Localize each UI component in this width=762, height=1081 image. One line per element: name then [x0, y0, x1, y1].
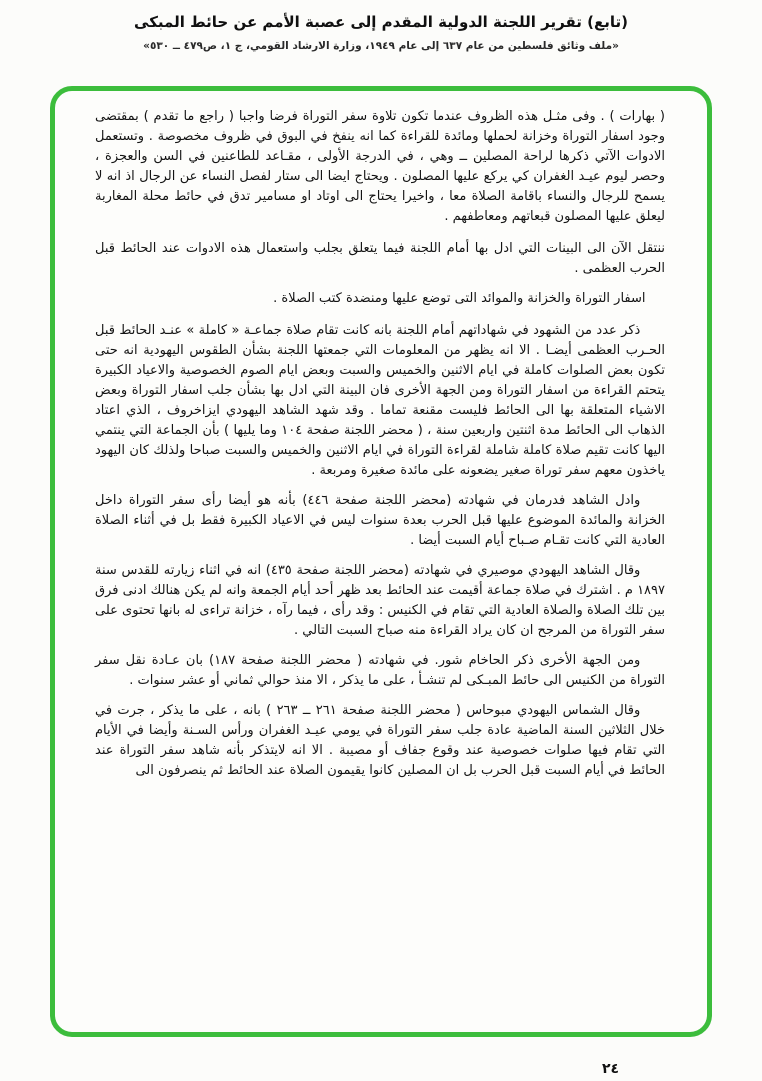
- paragraph-7: ومن الجهة الأخرى ذكر الحاخام شور. في شهادته ( محضر اللجنة صفحة ١٨٧) بان عـادة نقل سفر التوراة من الكنيس الى حائط المبـكى لم تنشـأ ، على ما يذكر ، الا منذ حوالي ثماني أو عشر سنوات .: [95, 653, 665, 688]
- paragraph-8: وقال الشماس اليهودي مبوحاس ( محضر اللجنة صفحة ٢٦١ ــ ٢٦٣ ) بانه ، على ما يذكر ، جرت في خلال الثلاثين السنة الماضية عادة جلب سفر التوراة في يومي عيـد الغفران ورأس السـنة وأيضا في الأيام التي تقام فيها صلوات خصوصية عند وقوع جفاف أو مصيبة . الا انه لايتذكر بأنه شاهد سفر التوراة عند الحائط في أيام السبت قبل الحرب بل ان المصلين كانوا يقيمون الصلاة عند الحائط ثم ينصرفون الى: [95, 703, 665, 778]
- content-border-box: [50, 86, 712, 1037]
- document-title: (تابع) تقرير اللجنة الدولية المقدم إلى عصبة الأمم عن حائط المبكى: [134, 13, 628, 31]
- section-heading: اسفار التوراة والخزانة والموائد التى توضع عليها ومنضدة كتب الصلاة .: [273, 291, 646, 306]
- paragraph-5: وادل الشاهد فدرمان في شهادته (محضر اللجنة صفحة ٤٤٦) بأنه هو أيضا رأى سفر التوراة داخل الخزانة والمائدة الموضوع عليها قبل الحرب بعدة سنوات ليس في الاعياد الكبيرة فقط بل في أثناء الصلاة العادية التي كانت تقـام صـباح أيام السبت أيضا .: [95, 493, 665, 548]
- page-number: ٢٤: [602, 1061, 620, 1077]
- paragraph-4: ذكر عدد من الشهود في شهاداتهم أمام اللجنة بانه كانت تقام صلاة جماعـة « كاملة » عنـد الحائط قبل الحـرب العظمى أيضـا . الا انه يظهر من المعلومات التي جمعتها اللجنة بشأن الطقوس اليهودية انه حتى تكون بعض الصلوات كاملة في ايام الاثنين والخميس والسبت وبعض ايام الصوم الخصوصية والاعياد الكبيرة يتحتم القراءة من اسفار التوراة ومن الجهة الأخرى فان البينة التي ادل بها بشأن جلب اسفار التوراة وبعض الاشياء المتعلقة بها الى الحائط فليست مقنعة تماما . وقد شهد الشاهد اليهودي ايزاخروف ، الذي اعتاد الذهاب الى الحائط مدة اثنتين واربعين سنة ، ( محضر اللجنة صفحة ١٠٤ وما يليها ) بأن الجماعة التي ينتمي اليها كانت تقيم صلاة كاملة شاملة لقراءة التوراة في ايام الاثنين والخميس والسبت صباحا ولذلك كان اليهود ياخذون معهم سفر توراة صغير يضعونه على مائدة صغيرة ومربعة .: [95, 323, 665, 478]
- document-subtitle: «ملف وثائق فلسطين من عام ٦٣٧ إلى عام ١٩٤٩، وزارة الارشاد القومي، ج ١، ص٤٧٩ ــ ٥٣٠»: [143, 40, 619, 52]
- page-header: [0, 0, 762, 54]
- paragraph-2: ننتقل الآن الى البينات التي ادل بها أمام اللجنة فيما يتعلق بجلب واستعمال هذه الادوات عند الحائط قبل الحرب العظمى .: [95, 241, 665, 276]
- paragraph-1: ( بهارات ) . وفى مثـل هذه الظروف عندما تكون تلاوة سفر التوراة فرضا واجبا ( راجع ما تقدم ) بمقتضى وجود اسفار التوراة وخزانة لحملها ومائدة للقراءة كما انه ينفخ في البوق في ظروف مخصوصة . وتستعمل الادوات الآتي ذكرها لراحة المصلين ــ وهي ، في الدرجة الأولى ، مقـاعد للطاعنين في السن والعجزة ، وحصر ليوم عيـد الغفران كي يركع عليها المصلون . ويحتاج ايضا الى ستار لفصل النساء عن الرجال اذ انه لا يسمح للرجال والنساء باقامة الصلاة معا ، واخيرا يحتاج الى اوتاد او مسامير تدق في حائط محلة المغاربة ليعلق عليها المصلون قبعاتهم ومعاطفهم .: [95, 109, 665, 224]
- paragraph-6: وقال الشاهد اليهودي موصيري في شهادته (محضر اللجنة صفحة ٤٣٥) انه في اثناء زيارته للقدس سنة ١٨٩٧ م . اشترك في صلاة جماعة أقيمت عند الحائط بعد ظهر أحد أيام الجمعة وانه لم يكن هنالك ادنى فرق بين تلك الصلاة والصلاة العادية التي تقام في الكنيس : وقد رأى ، فيما رآه ، خزانة تراءى له بانها تحتوى على سفر التوراة من المرجح ان كان يراد القراءة منه صباح السبت التالي .: [95, 563, 665, 638]
